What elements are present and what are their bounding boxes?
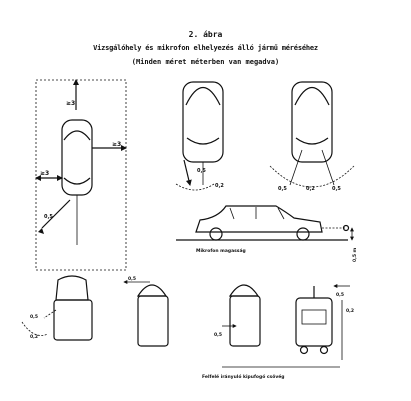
svg-text:0,5: 0,5 [44,214,53,220]
dim-label-e1: 0,5 [336,293,344,298]
vehicle-rear-3 [230,285,258,296]
panel-bottom-1 [22,276,92,340]
figure-subtitle: (Minden méret méterben van megadva) [131,58,280,66]
exhaust-label: Felfelé irányuló kipufogó csővég [202,375,285,380]
figure-number: 2. ábra [188,30,223,39]
panel-top-view [36,80,126,270]
dim-label-02b: 0,2 [306,186,315,192]
svg-text:0,5: 0,5 [214,333,222,338]
dim-label-025: 0,5 [278,186,287,192]
vehicle-top-view-2 [183,82,223,162]
dim-label-top: ≥3 [66,100,76,107]
panel-single-exhaust [176,82,224,190]
panel-bottom-4 [202,286,354,380]
vehicle-rear-2 [138,285,166,296]
microphone-height-label: Mikrofon magasság [196,249,246,254]
dim-label-e2: 0,2 [346,309,354,314]
svg-text:≥3: ≥3 [112,141,122,148]
dim-label-02a: 0,2 [215,183,224,189]
height-value-label: 0,5 m [353,247,358,262]
vehicle-top-view-3 [292,82,332,162]
measurement-arc-2 [270,166,354,187]
measurement-arc [176,184,214,190]
panel-double-exhaust [270,82,354,192]
dim-label-05a: 0,5 [197,168,206,174]
panel-bottom-2 [124,276,168,346]
clear-zone-outline [36,80,126,270]
dim-label-left: ≥3 [40,170,50,177]
figure-title: Vizsgálóhely és mikrofon elhelyezés álló jármű méréséhez [93,44,318,52]
dim-label-b1: 0,5 [30,315,38,320]
wheel-rear [297,228,309,240]
vehicle-rear-1 [56,276,88,300]
dim-label-03: 0,5 [332,186,341,192]
dim-label-b2: 0,2 [30,335,38,340]
svg-text:0,5: 0,5 [128,277,136,282]
bus-rear [296,298,332,346]
panel-side-view [176,206,358,262]
wheel-front [210,228,222,240]
microphone-icon [38,228,44,234]
panel-bottom-3 [214,285,260,346]
